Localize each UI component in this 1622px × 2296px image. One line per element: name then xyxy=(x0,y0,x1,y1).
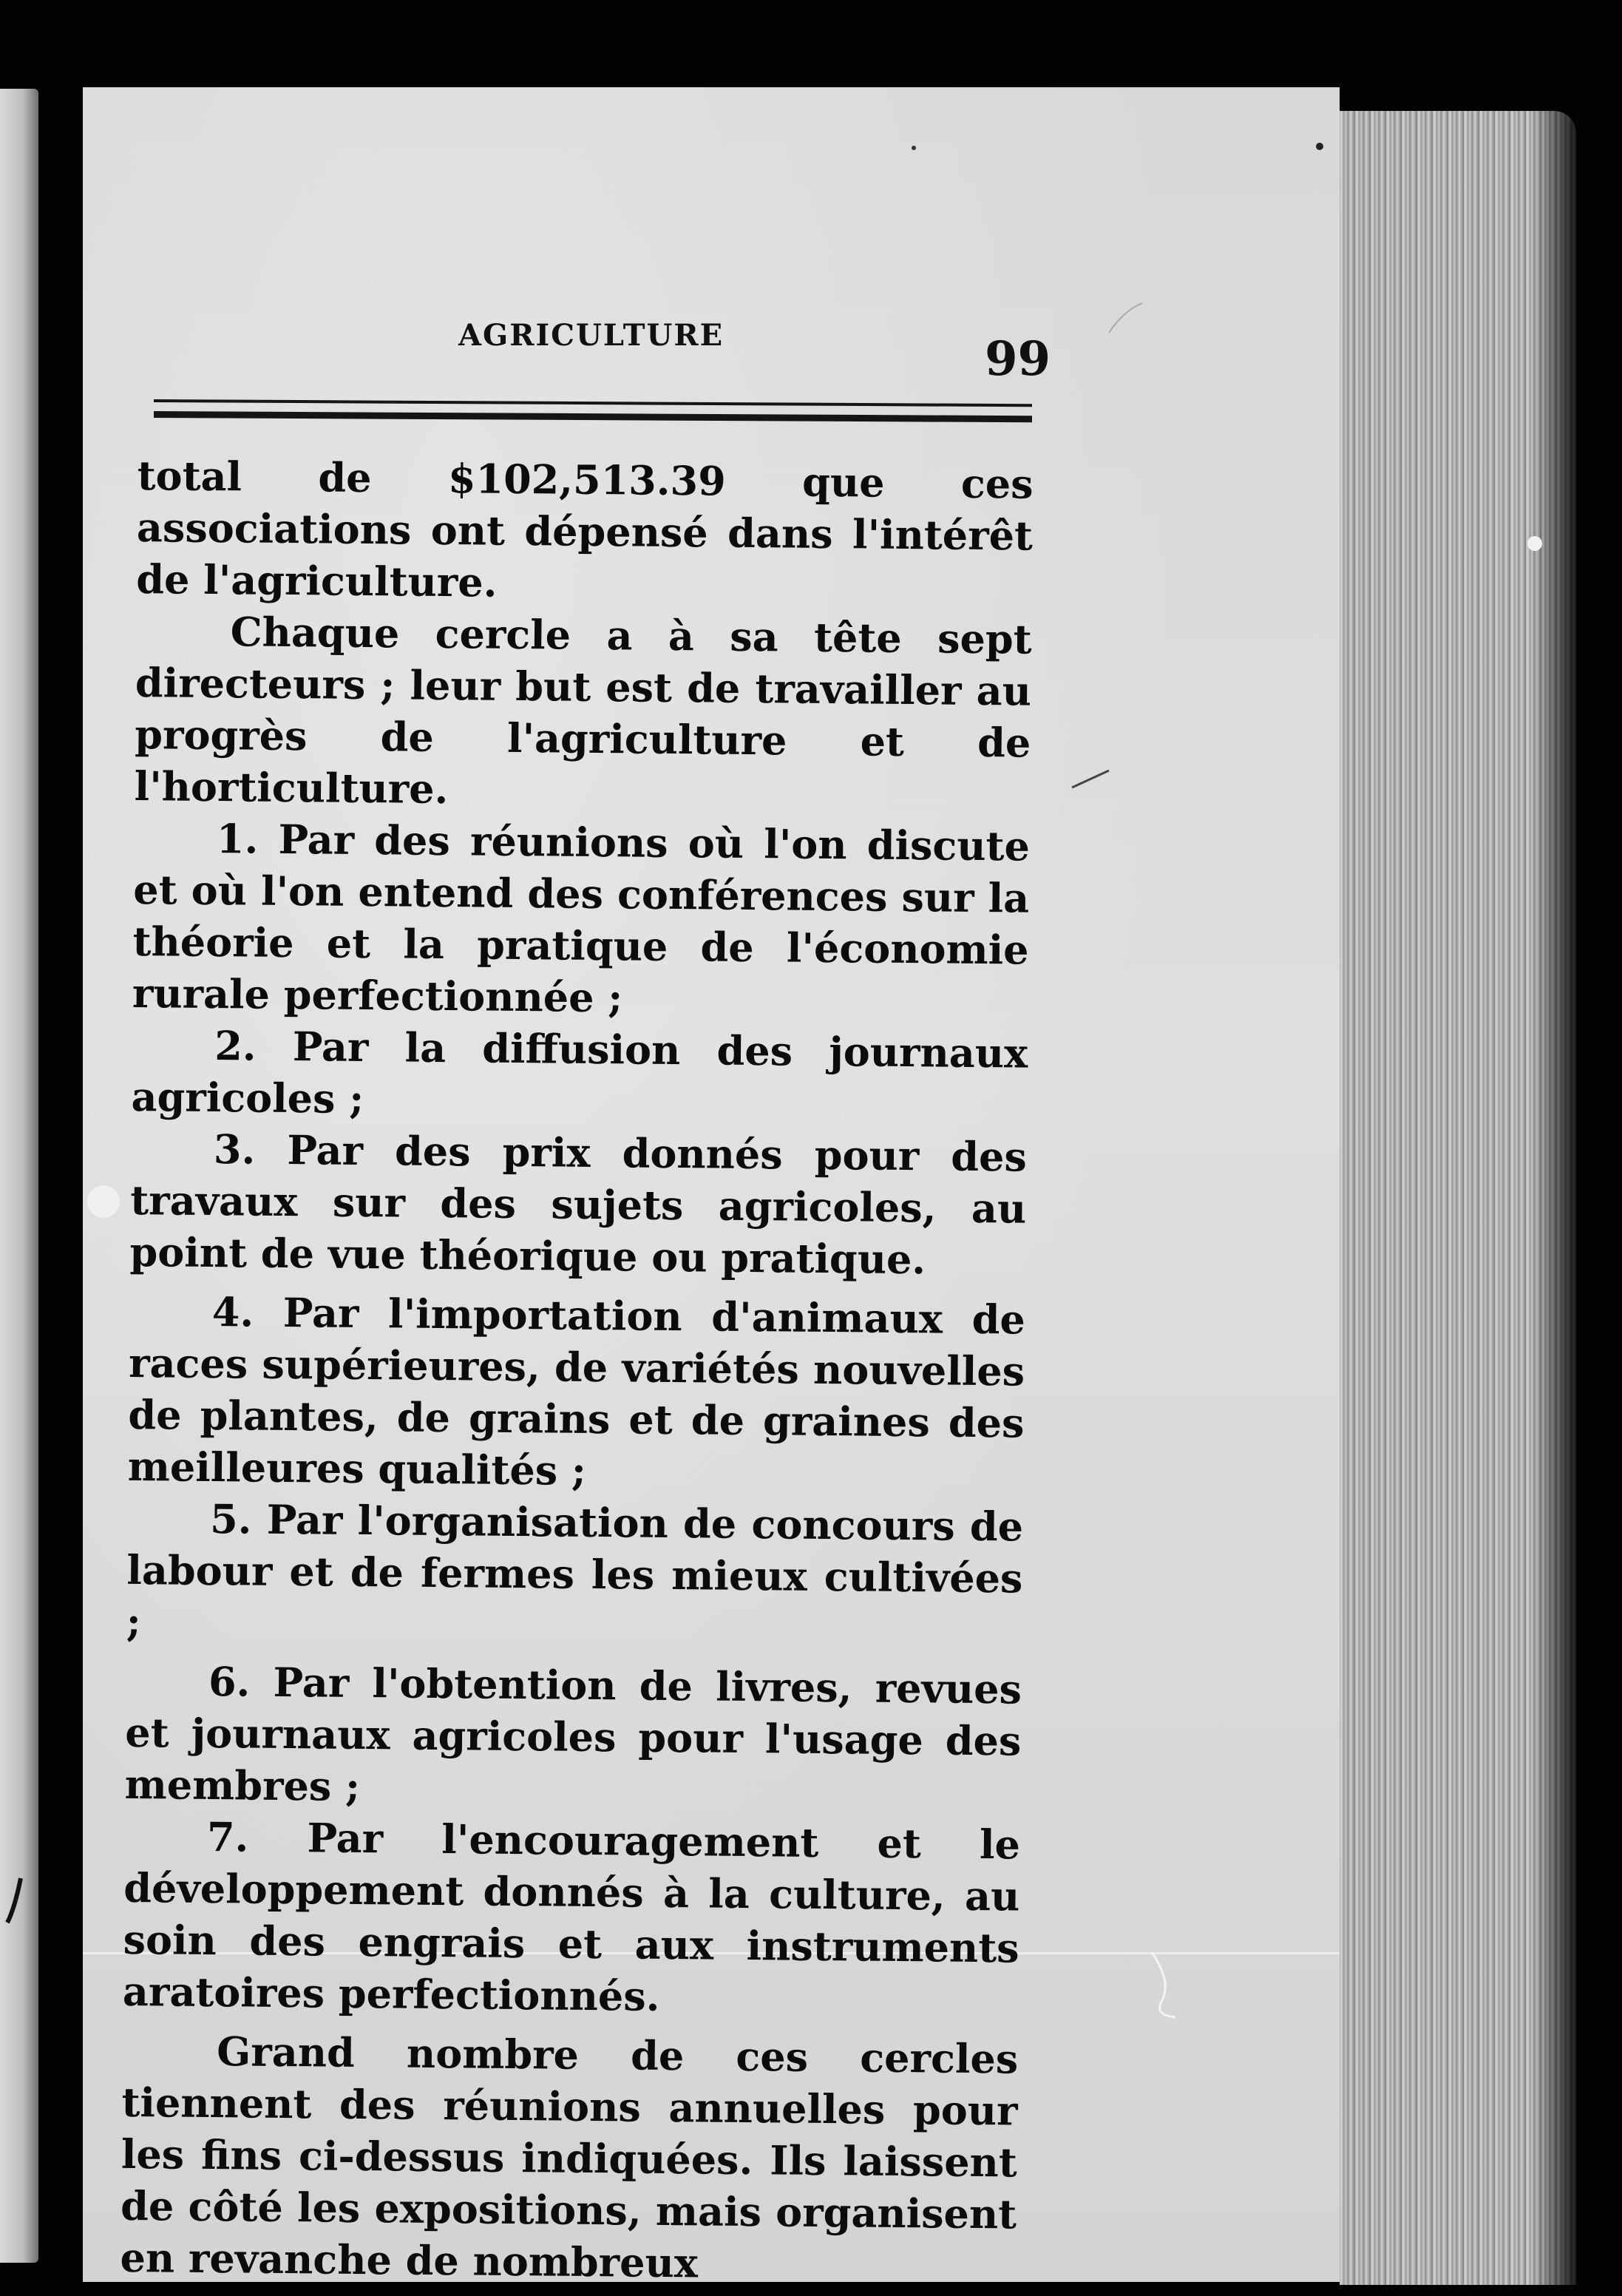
paragraph-continuation: total de $102,513.39 que ces associations ont dépensé dans l'intérêt de l'agriculture. xyxy=(136,451,1034,606)
paragraph-grand-nombre: Grand nombre de ces cercles tiennent des réunions annuelles pour les fins ci-dessus indiquées. Ils laissent de côté les expositions, mais organisent en revanche de nombreux xyxy=(120,2028,1019,2287)
previous-page-edge xyxy=(0,89,38,2263)
list-item-3: 3. Par des prix donnés pour des travaux sur des sujets agricoles, au point de vue théorique ou pratique. xyxy=(129,1125,1028,1284)
list-item-2: 2. Par la diffusion des journaux agricoles ; xyxy=(131,1022,1028,1122)
list-item-6: 6. Par l'obtention de livres, revues et journaux agricoles pour l'usage des membres ; xyxy=(124,1657,1022,1810)
running-head: AGRICULTURE xyxy=(458,318,725,353)
list-item-4: 4. Par l'importation d'animaux de races supérieures, de variétés nouvelles de plantes, de grains et de graines des meilleures qualités ; xyxy=(127,1288,1026,1494)
page-body xyxy=(120,450,1034,2292)
page-number: 99 xyxy=(985,331,1051,387)
list-item-7: 7. Par l'encouragement et le développement donnés à la culture, au soin des engrais et aux instruments aratoires perfectionnés. xyxy=(122,1812,1021,2020)
page-stack-edge xyxy=(1340,111,1576,2285)
list-item-5: 5. Par l'organisation de concours de labour et de fermes les mieux cultivées ; xyxy=(126,1495,1024,1646)
paragraph-cercle: Chaque cercle a à sa tête sept directeurs ; leur but est de travailler au progrès de l'agriculture et de l'horticulture. xyxy=(134,608,1032,813)
list-item-1: 1. Par des réunions où l'on discute et où l'on entend des conférences sur la théorie et la pratique de l'économie rurale perfectionnée ; xyxy=(132,815,1031,1022)
